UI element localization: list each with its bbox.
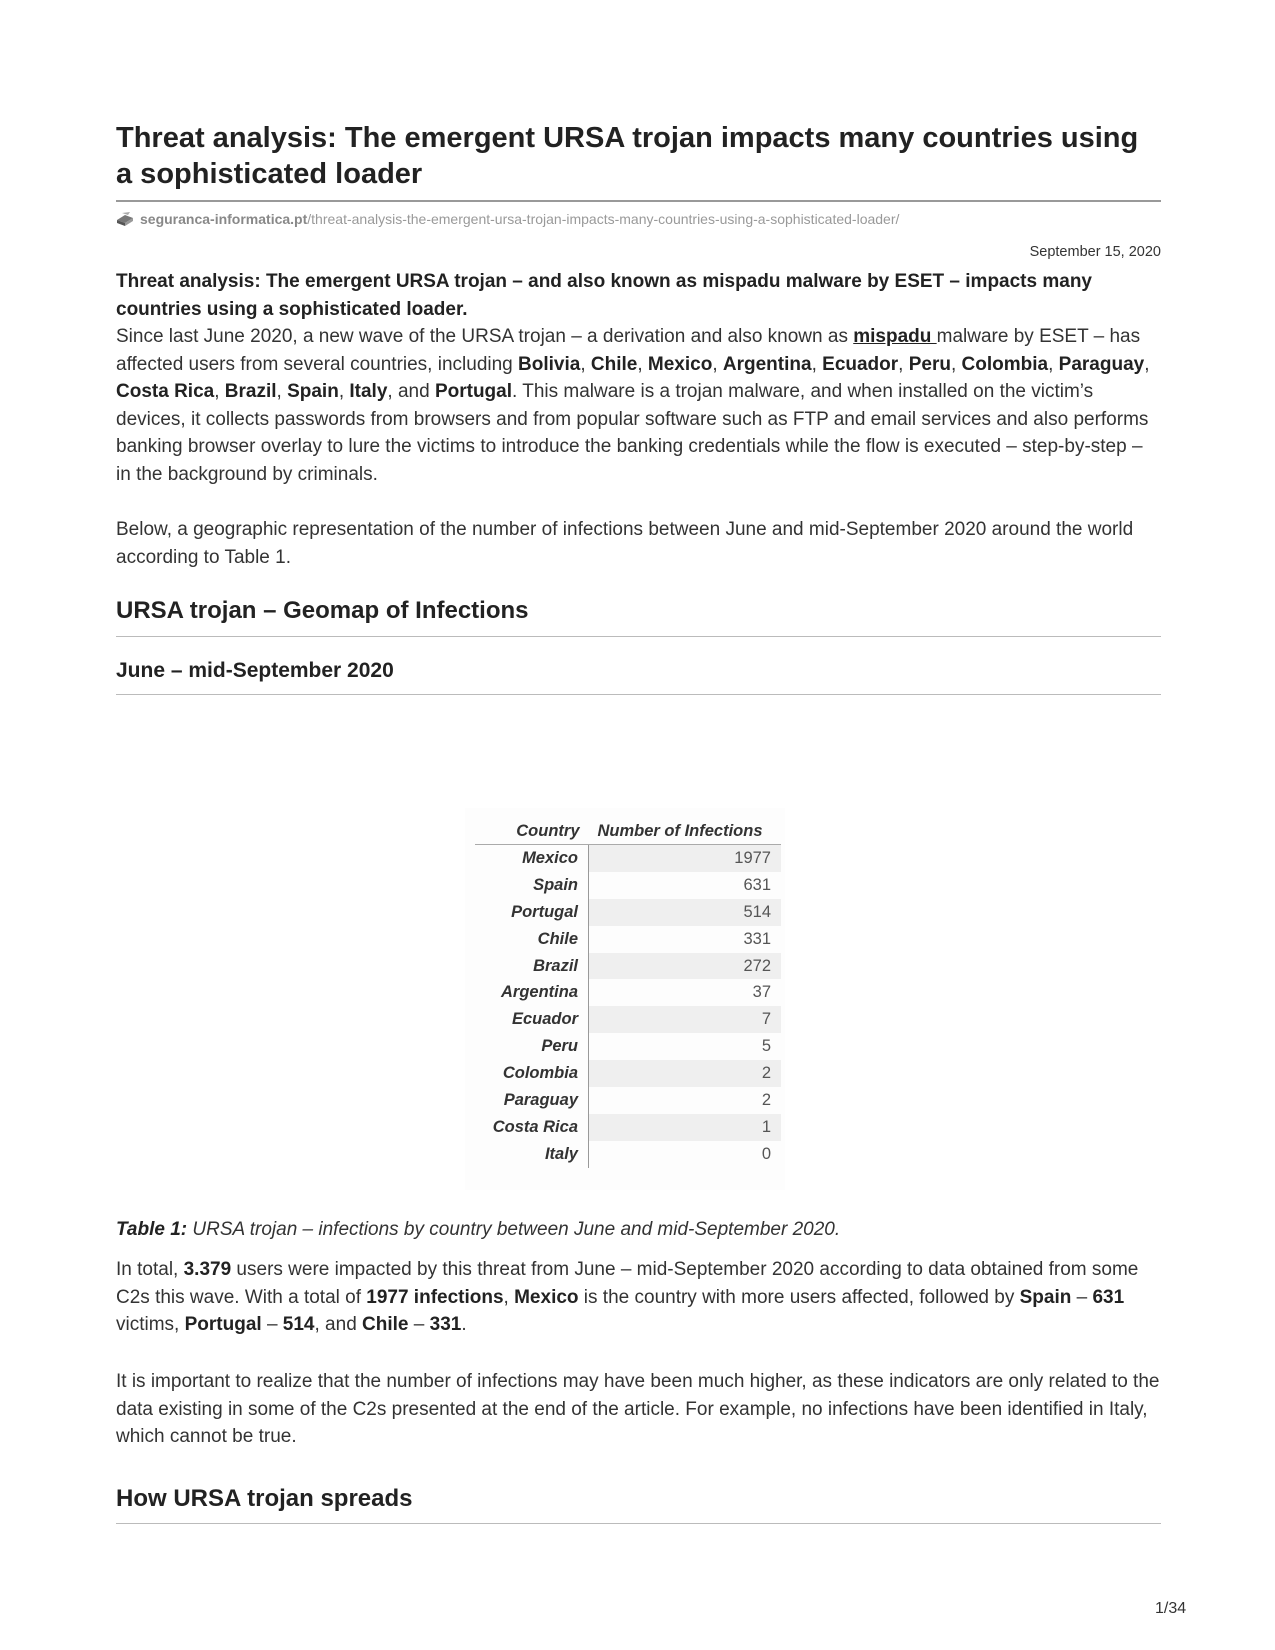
infections-cell: 331: [743, 929, 771, 948]
intro-text-3: . This malware is a trojan malware, and when installed on the victim’s devices, it collects passwords from browsers and from popular software such as FTP and email services and also performs banking browser overlay to lure the victims to introduce the banking credentials while the flow is executed – step-by-step – in the background by criminals.: [116, 381, 1149, 485]
geomap-intro-paragraph: Below, a geographic representation of the number of infections between June and mid-September 2020 around the world according to Table 1.: [116, 519, 1134, 568]
spreads-divider: [116, 1523, 1161, 1524]
intro-text-2: malware by ESET – has affected users from several countries, including: [116, 326, 1141, 375]
table-row: [475, 1006, 781, 1033]
source-url[interactable]: [116, 211, 899, 227]
intro-paragraph: Since last June 2020, a new wave of the URSA trojan – a derivation and also known as mispadu malware by ESET – has affected users from several countries, including Bolivia, Chile, Mexico, Argentina, Ecuador, Peru, Colombia, Paraguay, Costa Rica, Brazil, Spain, Italy, and Portugal. This malware is a trojan malware, and when installed on the victim’s devices, it collects passwords from browsers and from popular software such as FTP and email services and also performs banking browser overlay to lure the victims to introduce the banking credentials while the flow is executed – step-by-step – in the background by criminals.: [116, 326, 1150, 485]
table-row: [475, 926, 781, 953]
title-divider: [116, 200, 1161, 202]
country-mexico: Mexico: [647, 353, 713, 375]
country-italy: Italy: [349, 381, 388, 402]
country-spain: Spain: [287, 381, 339, 402]
table-caption: [116, 1219, 840, 1241]
infections-cell: 0: [761, 1144, 771, 1163]
article-title: Threat analysis: The emergent URSA trojan impacts many countries using a sophisticated loader: [116, 122, 1139, 190]
infections-table-image: [465, 808, 785, 1190]
table-row: [475, 1033, 781, 1060]
table-row: [475, 899, 781, 926]
infections-cell: 2: [761, 1090, 771, 1109]
caption-text: URSA trojan – infections by country between June and mid-September 2020.: [187, 1219, 841, 1240]
important-paragraph: It is important to realize that the number of infections may have been much higher, as these indicators are only related to the data existing in some of the C2s presented at the end of the article. For example, no infections have been identified in Italy, which cannot be true.: [116, 1371, 1160, 1447]
table-row: [475, 1114, 781, 1141]
table-row: [475, 1060, 781, 1087]
infections-table: [475, 818, 781, 1168]
caption-label: Table 1:: [116, 1219, 188, 1240]
country-argentina: Argentina: [722, 353, 812, 375]
infections-cell: 2: [589, 1060, 782, 1087]
spreads-heading: How URSA trojan spreads: [116, 1485, 413, 1512]
infections-cell: 272: [589, 953, 782, 980]
country-cell: Ecuador: [475, 1006, 589, 1033]
country-cell: Brazil: [475, 953, 589, 980]
country-peru: Peru: [908, 353, 951, 375]
infections-cell: 514: [589, 899, 782, 926]
table-row: [475, 845, 781, 872]
infections-cell: 1977: [589, 845, 782, 872]
table-row: [475, 1087, 781, 1114]
geomap-heading: URSA trojan – Geomap of Infections: [116, 597, 529, 624]
infections-cell: 1: [589, 1114, 782, 1141]
country-cell: Paraguay: [475, 1087, 589, 1114]
infections-cell: 631: [743, 875, 771, 894]
table-row: [475, 953, 781, 980]
country-cell: Italy: [475, 1141, 589, 1168]
country-cell: Mexico: [475, 845, 589, 872]
lead-paragraph: Threat analysis: The emergent URSA trojan – and also known as mispadu malware by ESET – impacts many countries using a sophisticated loader.: [116, 271, 1092, 320]
period-heading: June – mid-September 2020: [116, 659, 394, 682]
col-infections-header: Number of Infections: [589, 818, 782, 845]
geomap-divider: [116, 636, 1161, 637]
total-users: 3.379: [183, 1259, 232, 1280]
publish-date: September 15, 2020: [1029, 244, 1161, 260]
country-cell: Spain: [475, 872, 589, 899]
total-paragraph: In total, 3.379 users were impacted by this threat from June – mid-September 2020 according to data obtained from some C2s this wave. With a total of 1977 infections, Mexico is the country with more users affected, followed by Spain – 631 victims, Portugal – 514, and Chile – 331.: [116, 1259, 1139, 1335]
country-cell: Chile: [475, 926, 589, 953]
country-chile: Chile: [590, 353, 638, 375]
country-cell: Colombia: [475, 1060, 589, 1087]
table-row: [475, 872, 781, 899]
country-colombia: Colombia: [961, 353, 1049, 375]
country-portugal: Portugal: [434, 381, 513, 402]
table-row: [475, 1141, 781, 1168]
country-cell: Portugal: [475, 899, 589, 926]
infections-cell: 37: [752, 983, 771, 1002]
source-domain: seguranca-informatica.pt: [140, 211, 308, 227]
country-cell: Peru: [475, 1033, 589, 1060]
country-brazil: Brazil: [224, 381, 277, 402]
country-ecuador: Ecuador: [822, 353, 899, 375]
intro-text-1: Since last June 2020, a new wave of the URSA trojan – a derivation and also known as: [116, 326, 854, 347]
source-path: /threat-analysis-the-emergent-ursa-trojan-impacts-many-countries-using-a-sophisticated-loader/: [307, 211, 900, 227]
infections-cell: 5: [761, 1037, 771, 1056]
mexico-infections: 1977 infections: [366, 1286, 504, 1308]
country-bolivia: Bolivia: [518, 353, 581, 375]
period-divider: [116, 694, 1161, 695]
country-cell: Costa Rica: [475, 1114, 589, 1141]
infections-cell: 7: [589, 1006, 782, 1033]
site-logo-icon: [116, 211, 134, 227]
country-costa-rica: Costa Rica: [116, 381, 215, 402]
page-number: 1/34: [1155, 1600, 1187, 1617]
col-country-header: Country: [475, 818, 589, 845]
country-paraguay: Paraguay: [1058, 353, 1145, 375]
mispadu-link[interactable]: mispadu: [853, 326, 937, 347]
country-cell: Argentina: [475, 979, 589, 1006]
table-row: [475, 979, 781, 1006]
